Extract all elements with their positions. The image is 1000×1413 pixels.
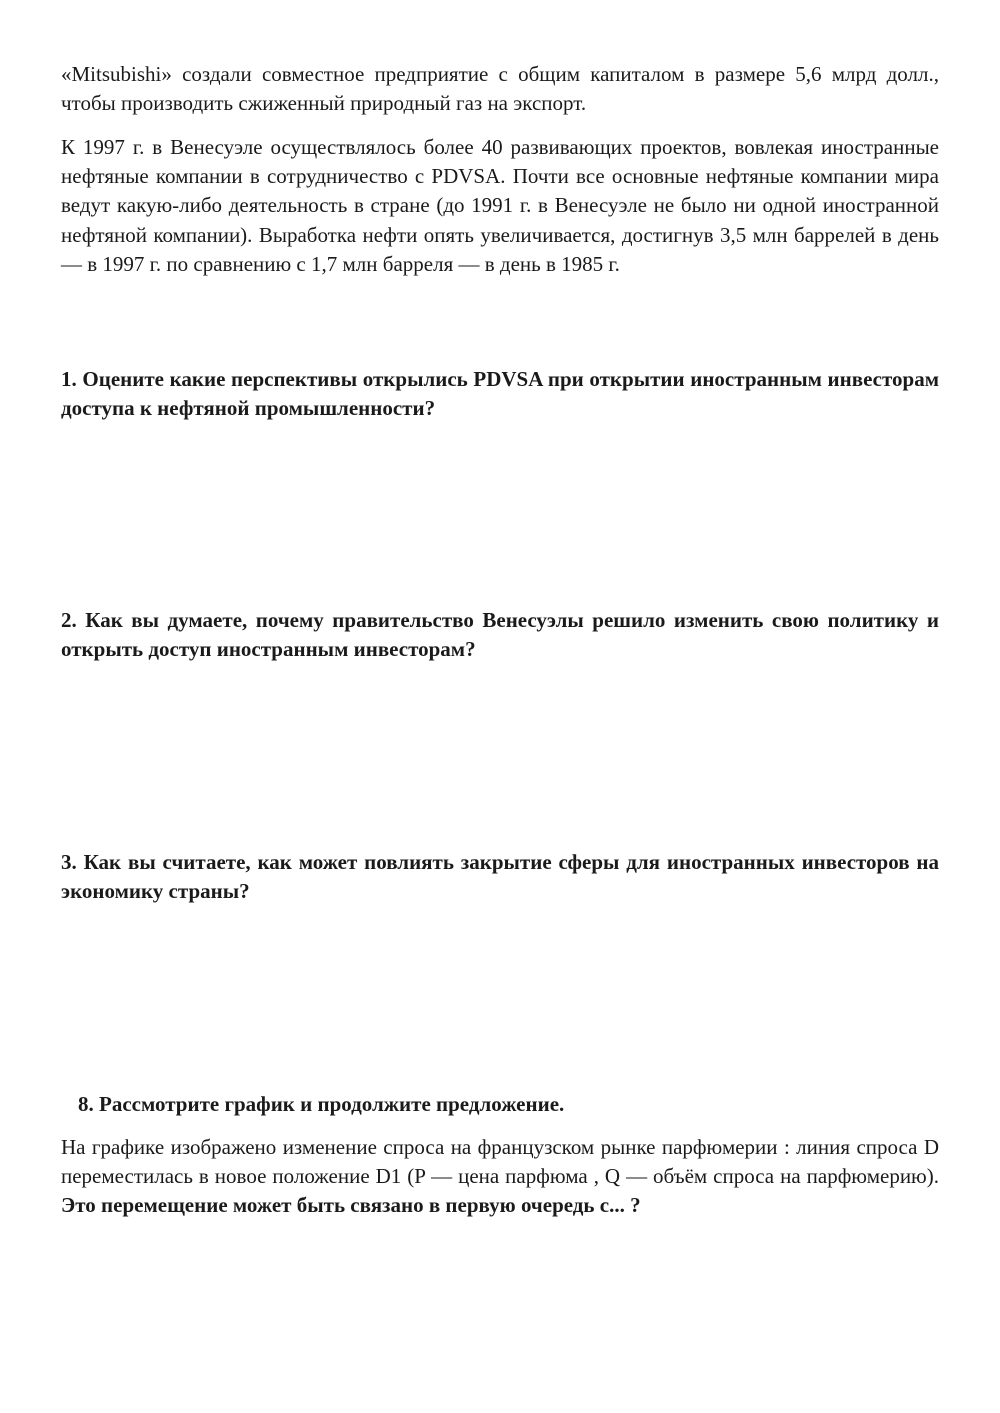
question-2: 2. Как вы думаете, почему правительство Венесуэлы решило изменить свою политику и открыть доступ иностранным инвесторам? <box>61 608 939 662</box>
task-8-heading: 8. Рассмотрите график и продолжите предложение. <box>78 1092 565 1116</box>
task-8-text-regular: На графике изображено изменение спроса на французском рынке парфюмерии : линия спроса D переместилась в новое положение D1 (P — цена парфюма , Q — объём спроса на парфюмерию). <box>61 1135 939 1189</box>
task-8-text-bold: Это перемещение может быть связано в первую очередь с... ? <box>61 1193 641 1218</box>
question-1: 1. Оцените какие перспективы открылись PDVSA при открытии иностранным инвесторам доступа к нефтяной промышленности? <box>61 367 939 421</box>
intro-paragraph: «Mitsubishi» создали совместное предприятие с общим капиталом в размере 5,6 млрд долл., чтобы производить сжиженный природный газ на экспорт. <box>61 62 939 116</box>
task-8-text <box>61 1133 939 1221</box>
venezuela-paragraph: К 1997 г. в Венесуэле осуществлялось более 40 развивающих проектов, вовлекая иностранные нефтяные компании в сотрудничество с PDVSA. Почти все основные нефтяные компании мира ведут какую-либо деятельность в стране (до 1991 г. в Венесуэле не было ни одной иностранной нефтяной компании). Выработка нефти опять увеличивается, достигнув 3,5 млн баррелей в день — в 1997 г. по сравнению с 1,7 млн барреля — в день в 1985 г. <box>61 135 939 276</box>
question-3: 3. Как вы считаете, как может повлиять закрытие сферы для иностранных инвесторов на экономику страны? <box>61 850 939 904</box>
